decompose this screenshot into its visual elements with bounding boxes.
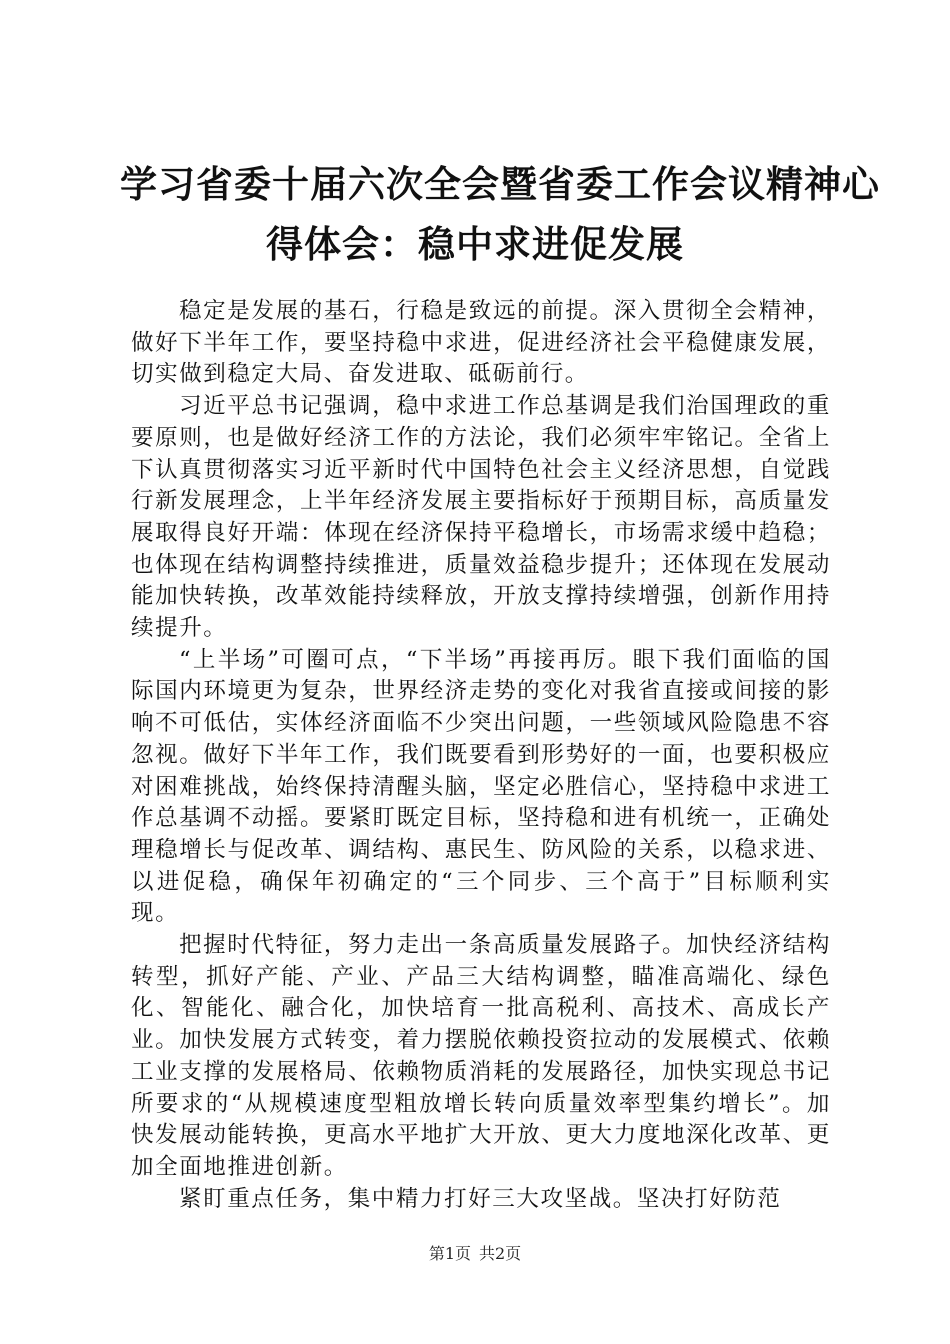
document-title-line-1: 学习省委十届六次全会暨省委工作会议精神心 [120,163,880,206]
document-body [131,296,831,1215]
body-paragraph-2: 习近平总书记强调，稳中求进工作总基调是我们治国理政的重要原则，也是做好经济工作的方法论，我们必须牢牢铭记。全省上下认真贯彻落实习近平新时代中国特色社会主义经济思想，自觉践行新发展理念，上半年经济发展主要指标好于预期目标，高质量发展取得良好开端：体现在经济保持平稳增长，市场需求缓中趋稳；也体现在结构调整持续推进，质量效益稳步提升；还体现在发展动能加快转换，改革效能持续释放，开放支撑持续增强，创新作用持续提升。 [131,393,831,642]
page-number-total: 共2页 [479,1244,522,1263]
body-paragraph-1: 稳定是发展的基石，行稳是致远的前提。深入贯彻全会精神，做好下半年工作，要坚持稳中求进，促进经济社会平稳健康发展，切实做到稳定大局、奋发进取、砥砺前行。 [131,298,831,388]
document-title-line-2: 得体会：稳中求进促发展 [266,223,684,266]
body-paragraph-4: 把握时代特征，努力走出一条高质量发展路子。加快经济结构转型，抓好产能、产业、产品三大结构调整，瞄准高端化、绿色化、智能化、融合化，加快培育一批高税利、高技术、高成长产业。加快发展方式转变，着力摆脱依赖投资拉动的发展模式、依赖工业支撑的发展格局、依赖物质消耗的发展路径，加快实现总书记所要求的“从规模速度型粗放增长转向质量效率型集约增长”。加快发展动能转换，更高水平地扩大开放、更大力度地深化改革、更加全面地推进创新。 [131,932,831,1180]
page-footer [0,1244,950,1264]
body-paragraph-5: 紧盯重点任务，集中精力打好三大攻坚战。坚决打好防范 [179,1185,782,1212]
body-paragraph-3: “上半场”可圈可点，“下半场”再接再厉。眼下我们面临的国际国内环境更为复杂，世界经济走势的变化对我省直接或间接的影响不可低估，实体经济面临不少突出问题，一些领域风险隐患不容忽视。做好下半年工作，我们既要看到形势好的一面，也要积极应对困难挑战，始终保持清醒头脑，坚定必胜信心，坚持稳中求进工作总基调不动摇。要紧盯既定目标，坚持稳和进有机统一，正确处理稳增长与促改革、调结构、惠民生、防风险的关系，以稳求进、以进促稳，确保年初确定的“三个同步、三个高于”目标顺利实现。 [131,646,831,927]
page-number-current: 第1页 [428,1244,471,1263]
